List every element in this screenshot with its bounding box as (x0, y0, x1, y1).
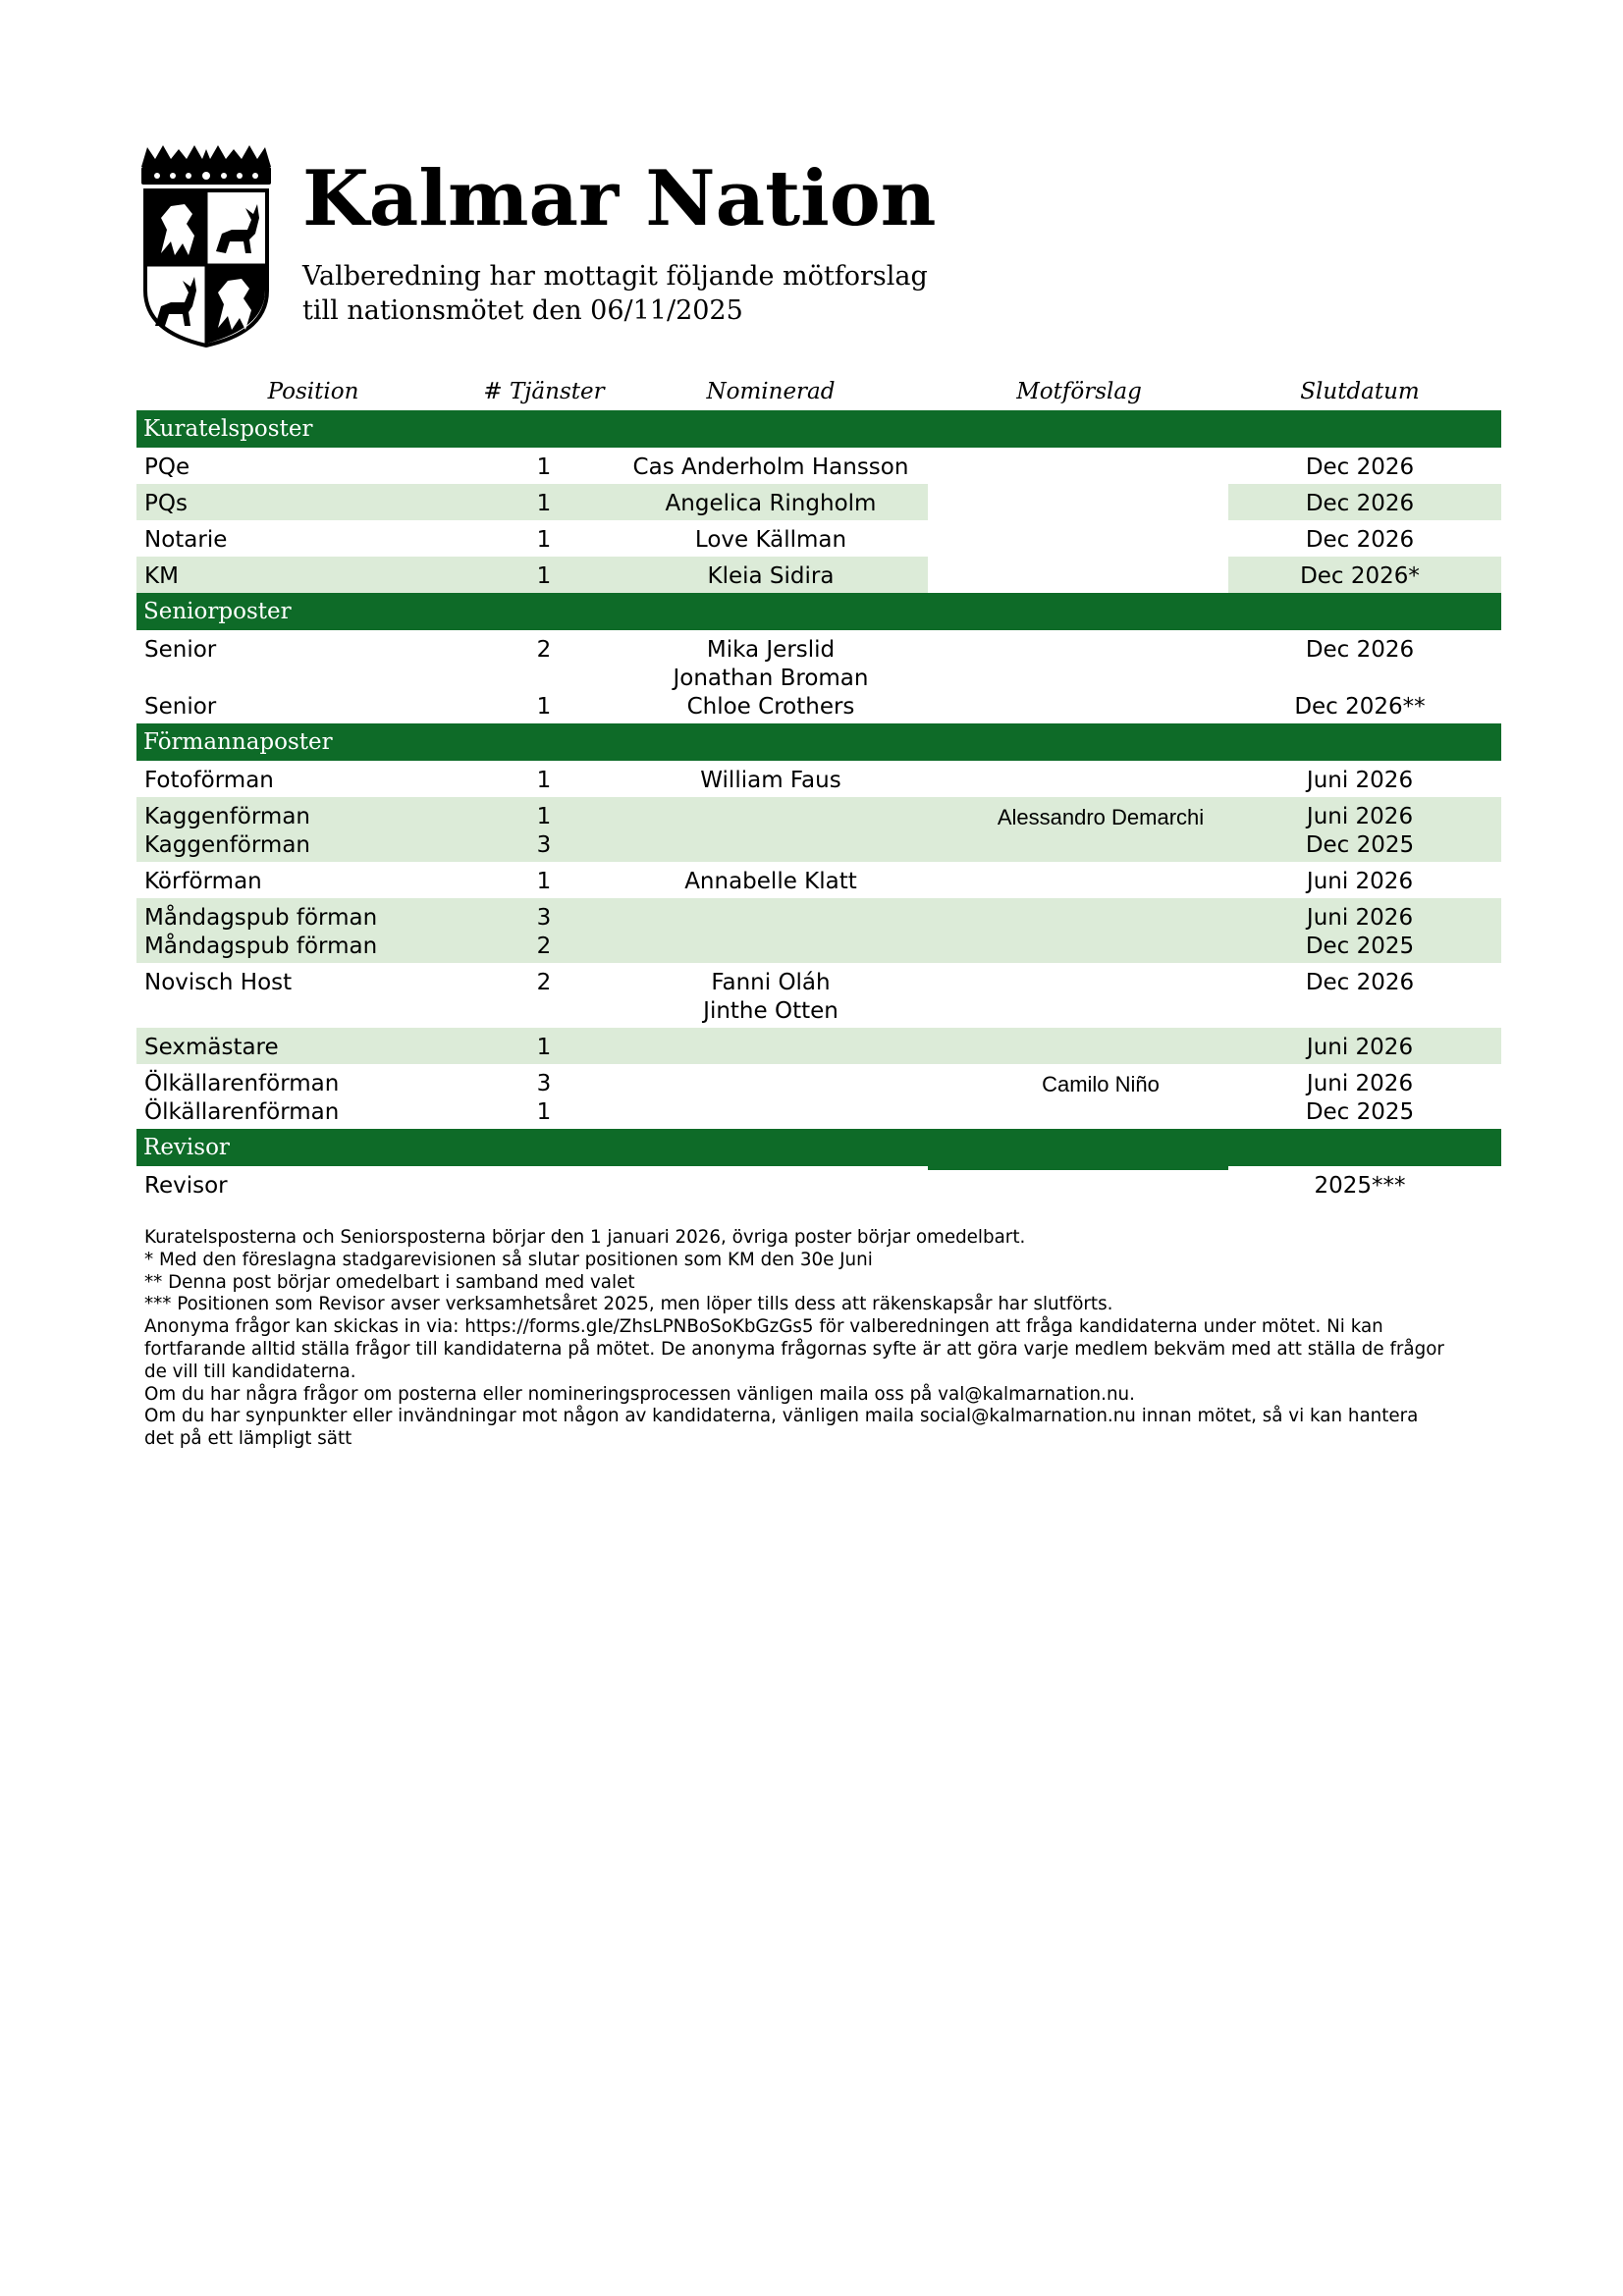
position-cell: Novisch Host (144, 970, 293, 995)
column-header-nominee: Nominerad (706, 379, 836, 404)
end-date-cell: Dec 2025 (1305, 934, 1415, 959)
count-cell: 1 (536, 454, 552, 480)
table-row (136, 1166, 1501, 1202)
counter-proposal-cell (928, 484, 1228, 520)
count-cell: 1 (536, 694, 552, 720)
end-date-cell: Dec 2026 (1305, 454, 1415, 480)
counter-proposal-cell (928, 557, 1228, 593)
table-row (136, 898, 1501, 963)
table-row (136, 761, 1501, 797)
position-cell: PQe (144, 454, 190, 480)
count-cell: 1 (536, 804, 552, 829)
count-cell: 1 (536, 768, 552, 793)
nominee-cell: Fanni Oláh (711, 970, 831, 995)
position-cell: Senior (144, 637, 217, 663)
page-title: Kalmar Nation (302, 154, 937, 243)
nominee-cell: Annabelle Klatt (684, 869, 857, 894)
column-header-count: # Tjänster (483, 379, 605, 404)
footnotes (144, 1227, 1509, 1451)
table-row (136, 484, 1501, 520)
column-header-end: Slutdatum (1300, 379, 1420, 404)
footnote-line: Om du har några frågor om posterna eller nomineringsprocessen vänligen maila oss på val@kalmarnation.nu. (144, 1383, 1135, 1405)
count-cell: 1 (536, 1035, 552, 1060)
end-date-cell: Dec 2026 (1305, 970, 1415, 995)
position-cell: KM (144, 563, 179, 589)
end-date-cell: Dec 2025 (1305, 1099, 1415, 1125)
subtitle-line: till nationsmötet den 06/11/2025 (302, 295, 743, 326)
section-header-revisor (136, 1129, 1501, 1166)
nominee-cell: Jinthe Otten (703, 998, 839, 1024)
counter-proposal-cell (928, 520, 1228, 557)
table-row (136, 963, 1501, 1028)
nominee-cell: Kleia Sidira (707, 563, 835, 589)
end-date-cell: Dec 2026 (1305, 491, 1415, 516)
footnote-line: de vill till kandidaterna. (144, 1361, 356, 1382)
end-date-cell: Dec 2026 (1305, 637, 1415, 663)
section-header-senior (136, 593, 1501, 630)
end-date-cell: Juni 2026 (1306, 804, 1414, 829)
nominee-cell: William Faus (700, 768, 841, 793)
table-row (136, 1064, 1501, 1129)
subtitle-line: Valberedning har mottagit följande mötforslag (302, 261, 928, 292)
section-header-kuratel (136, 410, 1501, 448)
end-date-cell: Juni 2026 (1306, 768, 1414, 793)
count-cell: 2 (536, 637, 552, 663)
footnote-line: * Med den föreslagna stadgarevisionen så slutar positionen som KM den 30e Juni (144, 1249, 873, 1270)
position-cell: PQs (144, 491, 188, 516)
counter-proposal-cell: Camilo Niño (1042, 1072, 1160, 1096)
table-row (136, 797, 1501, 862)
nominee-cell: Jonathan Broman (673, 666, 869, 691)
footnote-line: Anonyma frågor kan skickas in via: https://forms.gle/ZhsLPNBoSoKbGzGs5 för valberedningen att fråga kandidaterna under mötet. Ni kan (144, 1316, 1383, 1338)
count-cell: 1 (536, 869, 552, 894)
position-cell: Senior (144, 694, 217, 720)
end-date-cell: Dec 2025 (1305, 832, 1415, 858)
nominee-cell: Love Källman (694, 527, 847, 553)
counter-proposal-cell: Alessandro Demarchi (997, 805, 1205, 829)
position-cell: Ölkällarenförman (144, 1071, 340, 1096)
footnote-line: det på ett lämpligt sätt (144, 1428, 352, 1450)
end-date-cell: Juni 2026 (1306, 1035, 1414, 1060)
footnote-line: Om du har synpunkter eller invändningar mot någon av kandidaterna, vänligen maila social@kalmarnation.nu innan mötet, så vi kan hantera (144, 1406, 1419, 1427)
end-date-cell: Juni 2026 (1306, 1071, 1414, 1096)
nominee-cell: Angelica Ringholm (665, 491, 877, 516)
counter-proposal-cell (928, 448, 1228, 484)
nominee-cell: Chloe Crothers (686, 694, 855, 720)
footnote-line: *** Positionen som Revisor avser verksamhetsåret 2025, men löper tills dess att räkenskapsår har slutförts. (144, 1294, 1113, 1315)
count-cell: 1 (536, 1099, 552, 1125)
nominations-table (136, 377, 1501, 1202)
end-date-cell: Juni 2026 (1306, 905, 1414, 931)
end-date-cell: Dec 2026** (1294, 694, 1426, 720)
table-header (136, 377, 1501, 410)
page-subtitle (302, 259, 928, 328)
position-cell: Måndagspub förman (144, 905, 378, 931)
end-date-cell: Dec 2026 (1305, 527, 1415, 553)
section-title: Revisor (143, 1135, 230, 1160)
nominee-cell: Cas Anderholm Hansson (632, 454, 909, 480)
column-header-position: Position (267, 379, 359, 404)
count-cell: 1 (536, 563, 552, 589)
footnote-line: ** Denna post börjar omedelbart i samband med valet (144, 1271, 635, 1293)
end-date-cell: Dec 2026* (1300, 563, 1420, 589)
position-cell: Ölkällarenförman (144, 1099, 340, 1125)
section-header-forman (136, 723, 1501, 761)
end-date-cell: 2025*** (1314, 1173, 1406, 1199)
table-row (136, 1028, 1501, 1064)
table-row (136, 448, 1501, 484)
position-cell: Måndagspub förman (144, 934, 378, 959)
count-cell: 2 (536, 970, 552, 995)
section-title: Seniorposter (143, 599, 292, 624)
footnote-line: Kuratelsposterna och Seniorsposterna börjar den 1 januari 2026, övriga poster börjar omedelbart. (144, 1227, 1026, 1248)
table-row (136, 862, 1501, 898)
page-header (137, 145, 1512, 351)
table-row (136, 520, 1501, 557)
table-row (136, 630, 1501, 723)
position-cell: Kaggenförman (144, 804, 310, 829)
coat-of-arms-icon (137, 145, 275, 347)
table-row (136, 557, 1501, 593)
position-cell: Fotoförman (144, 768, 274, 793)
end-date-cell: Juni 2026 (1306, 869, 1414, 894)
section-title: Kuratelsposter (143, 416, 313, 442)
footnote-line: fortfarande alltid ställa frågor till kandidaterna på mötet. De anonyma frågornas syfte är att göra varje medlem bekväm med att ställa de frågor (144, 1338, 1444, 1360)
section-title: Förmannaposter (143, 729, 333, 755)
position-cell: Körförman (144, 869, 262, 894)
nominee-cell: Mika Jerslid (706, 637, 836, 663)
table-body (136, 410, 1501, 1202)
count-cell: 2 (536, 934, 552, 959)
count-cell: 1 (536, 527, 552, 553)
count-cell: 3 (536, 1071, 552, 1096)
column-header-counter: Motförslag (1016, 379, 1142, 404)
position-cell: Sexmästare (144, 1035, 279, 1060)
count-cell: 3 (536, 832, 552, 858)
position-cell: Revisor (144, 1173, 228, 1199)
count-cell: 1 (536, 491, 552, 516)
count-cell: 3 (536, 905, 552, 931)
position-cell: Kaggenförman (144, 832, 310, 858)
position-cell: Notarie (144, 527, 228, 553)
